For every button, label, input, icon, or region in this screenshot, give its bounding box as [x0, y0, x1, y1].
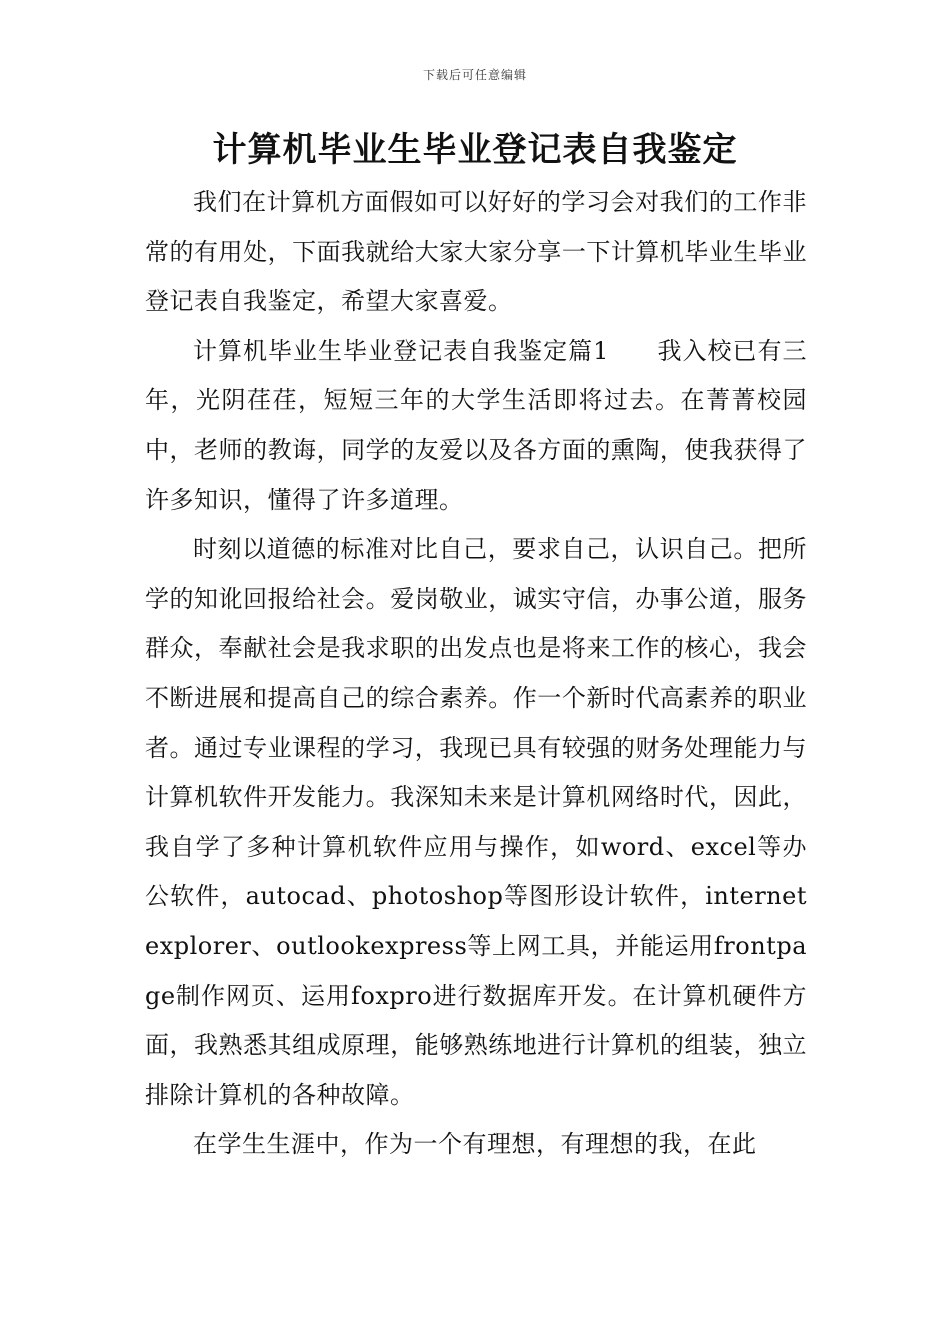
document-body	[145, 178, 807, 1170]
paragraph-2: 时刻以道德的标准对比自己，要求自己，认识自己。把所学的知讹回报给社会。爱岗敬业，诚实守信，办事公道，服务群众，奉献社会是我求职的出发点也是将来工作的核心，我会不断进展和提高自己的综合素养。作一个新时代高素养的职业者。通过专业课程的学习，我现已具有较强的财务处理能力与计算机软件开发能力。我深知未来是计算机网络时代，因此，我自学了多种计算机软件应用与操作，如word、excel等办公软件，autocad、photoshop等图形设计软件，internetexplorer、outlookexpress等上网工具，并能运用frontpage制作网页、运用foxpro进行数据库开发。在计算机硬件方面，我熟悉其组成原理，能够熟练地进行计算机的组装，独立排除计算机的各种故障。	[145, 535, 807, 1109]
document-title: 计算机毕业生毕业登记表自我鉴定	[212, 130, 738, 170]
header-note: 下载后可任意编辑	[422, 68, 527, 82]
section-paragraph-1-text: 我入校已有三年，光阴荏荏，短短三年的大学生活即将过去。在菁菁校园中，老师的教诲，同学的友爱以及各方面的熏陶，使我获得了许多知识，懂得了许多道理。	[145, 336, 807, 514]
intro-paragraph: 我们在计算机方面假如可以好好的学习会对我们的工作非常的有用处，下面我就给大家大家分享一下计算机毕业生毕业登记表自我鉴定，希望大家喜爱。	[145, 188, 807, 316]
section-heading: 计算机毕业生毕业登记表自我鉴定篇1	[193, 336, 609, 365]
section-paragraph-1	[145, 327, 807, 525]
paragraph-3: 在学生生涯中，作为一个有理想，有理想的我，在此	[193, 1130, 757, 1159]
